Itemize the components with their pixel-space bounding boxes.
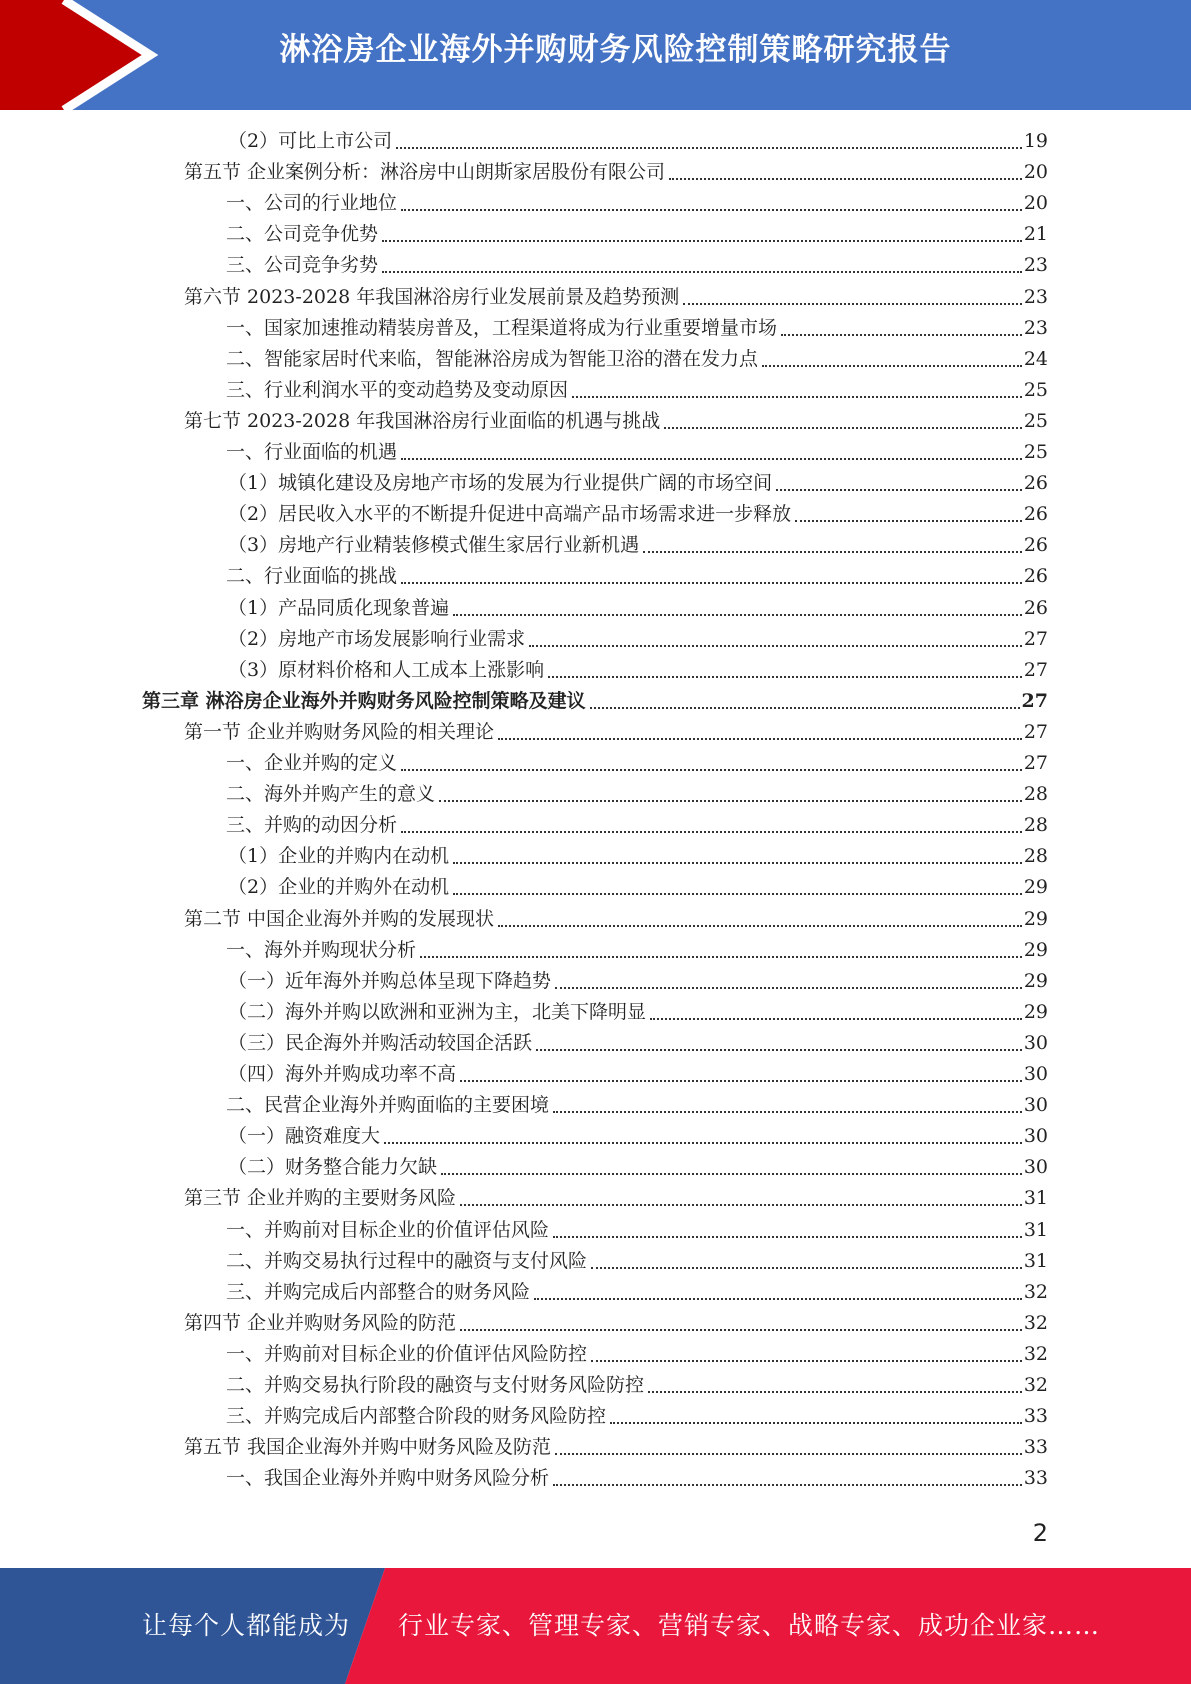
toc-entry-page: 21 xyxy=(1023,223,1048,246)
toc-dot-leader xyxy=(555,1453,1022,1455)
toc-entry-page: 24 xyxy=(1023,347,1048,370)
page-number: 2 xyxy=(1032,1519,1048,1547)
toc-entry-page: 31 xyxy=(1023,1187,1048,1210)
toc-dot-leader xyxy=(591,1360,1022,1362)
toc-dot-leader xyxy=(453,893,1022,895)
toc-dot-leader xyxy=(460,1329,1022,1331)
toc-entry-page: 29 xyxy=(1023,938,1048,961)
toc-entry[interactable] xyxy=(226,313,1048,343)
toc-entry-page: 27 xyxy=(1023,720,1048,743)
page-header xyxy=(0,0,1191,110)
toc-entry-page: 23 xyxy=(1023,285,1048,308)
toc-entry-page: 31 xyxy=(1023,1249,1048,1272)
toc-dot-leader xyxy=(396,147,1022,149)
toc-entry-title: 二、行业面临的挑战 xyxy=(226,565,398,588)
toc-dot-leader xyxy=(776,489,1022,491)
toc-entry-page: 26 xyxy=(1023,534,1048,557)
toc-entry-page: 28 xyxy=(1023,814,1048,837)
toc-dot-leader xyxy=(401,831,1022,833)
toc-entry[interactable] xyxy=(228,1152,1048,1182)
toc-chapter-entry[interactable] xyxy=(142,686,1048,716)
toc-entry-page: 20 xyxy=(1023,192,1048,215)
toc-entry-page: 28 xyxy=(1023,845,1048,868)
toc-entry[interactable] xyxy=(184,157,1048,187)
toc-entry-title: （3）房地产行业精装修模式催生家居行业新机遇 xyxy=(228,534,640,557)
toc-entry[interactable] xyxy=(226,748,1048,778)
report-title: 淋浴房企业海外并购财务风险控制策略研究报告 xyxy=(279,32,952,68)
toc-dot-leader xyxy=(572,396,1022,398)
toc-entry[interactable] xyxy=(228,499,1048,529)
toc-entry[interactable] xyxy=(184,1308,1048,1338)
toc-entry[interactable] xyxy=(228,126,1048,156)
toc-entry-title: 三、行业利润水平的变动趋势及变动原因 xyxy=(226,378,569,401)
toc-dot-leader xyxy=(401,769,1022,771)
toc-entry-title: 一、国家加速推动精装房普及，工程渠道将成为行业重要增量市场 xyxy=(226,316,778,339)
toc-entry-title: 一、海外并购现状分析 xyxy=(226,938,417,961)
toc-entry-page: 33 xyxy=(1023,1436,1048,1459)
toc-dot-leader xyxy=(382,240,1022,242)
toc-dot-leader xyxy=(553,1484,1022,1486)
toc-entry[interactable] xyxy=(226,344,1048,374)
toc-dot-leader xyxy=(401,582,1022,584)
toc-entry-page: 32 xyxy=(1023,1280,1048,1303)
toc-entry-page: 26 xyxy=(1023,503,1048,526)
toc-dot-leader xyxy=(529,645,1022,647)
toc-entry[interactable] xyxy=(228,530,1048,560)
toc-entry[interactable] xyxy=(228,872,1048,902)
toc-dot-leader xyxy=(536,1049,1022,1051)
toc-entry[interactable] xyxy=(226,810,1048,840)
toc-entry-title: （2）企业的并购外在动机 xyxy=(228,876,450,899)
toc-entry-title: 第五节 我国企业海外并购中财务风险及防范 xyxy=(184,1436,552,1459)
toc-entry-page: 33 xyxy=(1023,1467,1048,1490)
toc-entry-page: 30 xyxy=(1023,1031,1048,1054)
toc-dot-leader xyxy=(460,1080,1022,1082)
toc-entry-page: 25 xyxy=(1023,409,1048,432)
toc-entry-page: 32 xyxy=(1023,1342,1048,1365)
footer-slogan-left: 让每个人都能成为 xyxy=(142,1611,351,1640)
toc-entry-title: 一、我国企业海外并购中财务风险分析 xyxy=(226,1467,550,1490)
toc-entry-page: 29 xyxy=(1023,969,1048,992)
toc-entry-page: 30 xyxy=(1023,1156,1048,1179)
toc-dot-leader xyxy=(534,1298,1022,1300)
toc-entry[interactable] xyxy=(226,188,1048,218)
toc-entry[interactable] xyxy=(226,437,1048,467)
toc-entry[interactable] xyxy=(228,1059,1048,1089)
toc-entry-title: （一）融资难度大 xyxy=(228,1125,381,1148)
toc-entry[interactable] xyxy=(228,841,1048,871)
toc-entry-title: （三）民企海外并购活动较国企活跃 xyxy=(228,1031,533,1054)
toc-entry[interactable] xyxy=(226,219,1048,249)
page-footer xyxy=(0,1568,1191,1684)
toc-dot-leader xyxy=(420,956,1022,958)
toc-dot-leader xyxy=(460,1204,1022,1206)
toc-entry[interactable] xyxy=(226,1277,1048,1307)
toc-entry-title: 三、公司竞争劣势 xyxy=(226,254,379,277)
toc-entry[interactable] xyxy=(226,1339,1048,1369)
toc-entry-page: 29 xyxy=(1023,876,1048,899)
toc-entry-title: 第一节 企业并购财务风险的相关理论 xyxy=(184,720,495,743)
toc-dot-leader xyxy=(650,1018,1022,1020)
toc-entry[interactable] xyxy=(184,282,1048,312)
toc-entry[interactable] xyxy=(226,1370,1048,1400)
toc-entry-title: 第二节 中国企业海外并购的发展现状 xyxy=(184,907,495,930)
toc-entry-page: 25 xyxy=(1023,441,1048,463)
toc-dot-leader xyxy=(591,1267,1022,1269)
toc-entry-page: 27 xyxy=(1023,752,1048,774)
toc-entry[interactable] xyxy=(228,1028,1048,1058)
toc-entry-title: 三、并购的动因分析 xyxy=(226,814,398,837)
toc-dot-leader xyxy=(553,1111,1022,1113)
toc-entry-title: （2）居民收入水平的不断提升促进中高端产品市场需求进一步释放 xyxy=(228,503,792,526)
toc-entry-title: （3）原材料价格和人工成本上涨影响 xyxy=(228,658,545,681)
toc-entry[interactable] xyxy=(226,1463,1048,1493)
toc-entry-title: （1）企业的并购内在动机 xyxy=(228,845,450,868)
toc-entry[interactable] xyxy=(226,375,1048,405)
toc-entry-title: （二）海外并购以欧洲和亚洲为主，北美下降明显 xyxy=(228,1000,647,1023)
toc-entry[interactable] xyxy=(226,1215,1048,1245)
toc-dot-leader xyxy=(498,925,1022,927)
toc-entry-title: （1）产品同质化现象普遍 xyxy=(228,596,450,619)
toc-dot-leader xyxy=(648,1391,1022,1393)
toc-entry-page: 33 xyxy=(1023,1405,1048,1428)
toc-entry-page: 30 xyxy=(1023,1063,1048,1085)
toc-entry[interactable] xyxy=(184,406,1048,436)
toc-entry-page: 26 xyxy=(1023,565,1048,588)
toc-entry-title: 二、智能家居时代来临，智能淋浴房成为智能卫浴的潜在发力点 xyxy=(226,347,759,370)
toc-dot-leader xyxy=(683,303,1022,305)
toc-entry-title: 三、并购完成后内部整合阶段的财务风险防控 xyxy=(226,1405,607,1428)
toc-entry-page: 19 xyxy=(1023,130,1048,152)
toc-dot-leader xyxy=(590,707,1020,709)
toc-entry-page: 28 xyxy=(1023,783,1048,806)
toc-dot-leader xyxy=(401,209,1022,211)
toc-dot-leader xyxy=(453,862,1022,864)
toc-dot-leader xyxy=(555,987,1022,989)
toc-entry[interactable] xyxy=(226,1090,1048,1120)
toc-entry[interactable] xyxy=(228,966,1048,996)
toc-entry-page: 31 xyxy=(1023,1218,1048,1241)
toc-entry-page: 27 xyxy=(1021,689,1048,712)
toc-dot-leader xyxy=(498,738,1022,740)
toc-entry[interactable] xyxy=(228,593,1048,623)
toc-dot-leader xyxy=(453,614,1022,616)
toc-entry-page: 32 xyxy=(1023,1311,1048,1334)
toc-dot-leader xyxy=(553,1236,1022,1238)
toc-entry[interactable] xyxy=(226,1401,1048,1431)
toc-entry-title: （二）财务整合能力欠缺 xyxy=(228,1156,438,1179)
toc-entry-page: 27 xyxy=(1023,627,1048,650)
toc-entry-page: 23 xyxy=(1023,254,1048,277)
toc-dot-leader xyxy=(401,458,1022,460)
toc-entry-title: 第六节 2023-2028 年我国淋浴房行业发展前景及趋势预测 xyxy=(184,285,680,308)
toc-entry[interactable] xyxy=(184,1183,1048,1213)
toc-entry-title: 三、并购完成后内部整合的财务风险 xyxy=(226,1280,531,1303)
toc-entry-page: 25 xyxy=(1023,378,1048,401)
toc-entry-title: （2）可比上市公司 xyxy=(228,130,393,152)
toc-entry-page: 20 xyxy=(1023,161,1048,184)
toc-entry-page: 26 xyxy=(1023,472,1048,495)
toc-entry-page: 26 xyxy=(1023,596,1048,619)
toc-entry-title: （四）海外并购成功率不高 xyxy=(228,1063,457,1085)
toc-entry[interactable] xyxy=(226,1246,1048,1276)
toc-entry[interactable] xyxy=(228,655,1048,685)
toc-entry-title: 二、民营企业海外并购面临的主要困境 xyxy=(226,1094,550,1117)
toc-entry-title: （一）近年海外并购总体呈现下降趋势 xyxy=(228,969,552,992)
toc-entry-title: 二、并购交易执行阶段的融资与支付财务风险防控 xyxy=(226,1374,645,1396)
toc-entry[interactable] xyxy=(226,779,1048,809)
toc-entry-title: 一、行业面临的机遇 xyxy=(226,441,398,463)
toc-dot-leader xyxy=(548,676,1022,678)
toc-dot-leader xyxy=(762,365,1022,367)
toc-entry-title: 第三节 企业并购的主要财务风险 xyxy=(184,1187,457,1210)
toc-entry-title: 一、并购前对目标企业的价值评估风险 xyxy=(226,1218,550,1241)
toc-entry-page: 30 xyxy=(1023,1125,1048,1148)
toc-entry-page: 23 xyxy=(1023,316,1048,339)
toc-entry-title: 一、企业并购的定义 xyxy=(226,752,398,774)
toc-entry-title: 二、并购交易执行过程中的融资与支付风险 xyxy=(226,1249,588,1272)
toc-entry-page: 30 xyxy=(1023,1094,1048,1117)
toc-entry-title: 第三章 淋浴房企业海外并购财务风险控制策略及建议 xyxy=(142,689,586,712)
toc-dot-leader xyxy=(441,1173,1022,1175)
toc-entry[interactable] xyxy=(184,717,1048,747)
toc-dot-leader xyxy=(664,427,1022,429)
toc-entry[interactable] xyxy=(184,904,1048,934)
toc-entry-page: 27 xyxy=(1023,658,1048,681)
toc-entry-title: （2）房地产市场发展影响行业需求 xyxy=(228,627,526,650)
toc-entry-title: 第四节 企业并购财务风险的防范 xyxy=(184,1311,457,1334)
footer-slogan-right: 行业专家、管理专家、营销专家、战略专家、成功企业家…… xyxy=(398,1611,1101,1640)
toc-entry[interactable] xyxy=(226,561,1048,591)
toc-entry-title: （1）城镇化建设及房地产市场的发展为行业提供广阔的市场空间 xyxy=(228,472,773,495)
toc-entry-page: 32 xyxy=(1023,1374,1048,1396)
toc-dot-leader xyxy=(382,271,1022,273)
toc-entry-title: 第七节 2023-2028 年我国淋浴房行业面临的机遇与挑战 xyxy=(184,409,661,432)
toc-dot-leader xyxy=(439,800,1022,802)
toc-entry-title: 二、公司竞争优势 xyxy=(226,223,379,246)
toc-entry[interactable] xyxy=(228,468,1048,498)
toc-entry-title: 一、并购前对目标企业的价值评估风险防控 xyxy=(226,1342,588,1365)
toc-dot-leader xyxy=(643,551,1022,553)
toc-dot-leader xyxy=(795,520,1022,522)
toc-dot-leader xyxy=(610,1422,1022,1424)
toc-entry-title: 第五节 企业案例分析：淋浴房中山朗斯家居股份有限公司 xyxy=(184,161,666,184)
toc-entry[interactable] xyxy=(228,997,1048,1027)
toc-entry[interactable] xyxy=(226,935,1048,965)
toc-entry[interactable] xyxy=(184,1432,1048,1462)
toc-dot-leader xyxy=(669,178,1022,180)
toc-entry-title: 二、海外并购产生的意义 xyxy=(226,783,436,806)
toc-entry[interactable] xyxy=(228,1121,1048,1151)
toc-dot-leader xyxy=(384,1142,1022,1144)
toc-entry-page: 29 xyxy=(1023,907,1048,930)
toc-entry[interactable] xyxy=(226,250,1048,280)
toc-entry[interactable] xyxy=(228,624,1048,654)
toc-dot-leader xyxy=(781,334,1022,336)
toc-entry-title: 一、公司的行业地位 xyxy=(226,192,398,215)
toc-entry-page: 29 xyxy=(1023,1000,1048,1023)
